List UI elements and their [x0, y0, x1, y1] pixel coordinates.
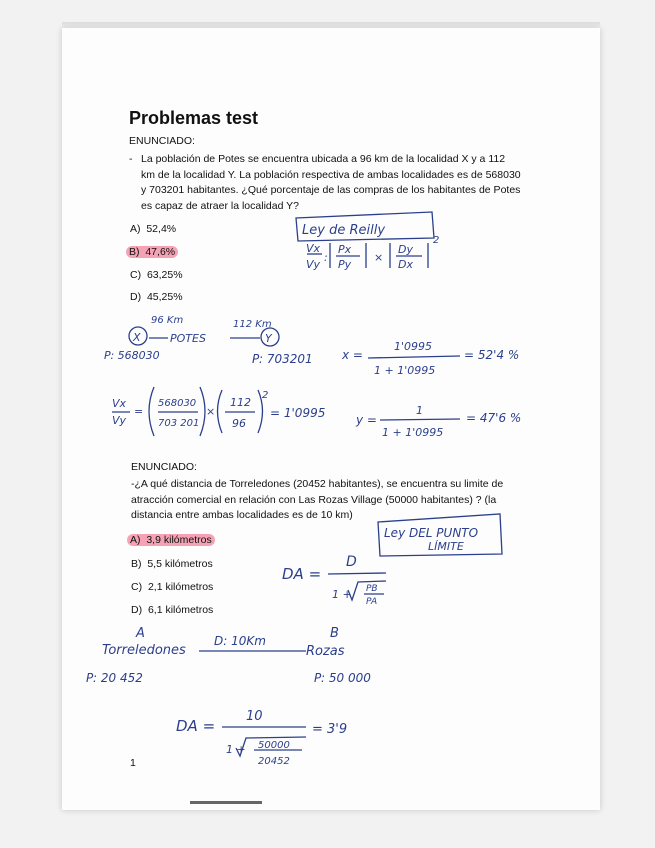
option-letter: D) — [131, 604, 143, 616]
option-letter: B) — [129, 246, 140, 258]
da-symbol: DA = — [282, 565, 322, 583]
node-x: X — [133, 331, 141, 344]
town-potes: POTES — [170, 332, 206, 345]
equals: : — [324, 251, 328, 264]
dist-y: 112 Km — [233, 319, 272, 330]
label-a: A — [136, 626, 145, 641]
option-text: 3,9 kilómetros — [146, 534, 212, 546]
option-text: 63,25% — [146, 269, 183, 281]
py-label: Py — [338, 258, 352, 271]
calc-num: 10 — [246, 709, 263, 724]
x-eq: x = — [342, 348, 363, 362]
times: × — [374, 251, 384, 264]
option-text: 52,4% — [146, 223, 177, 235]
dist-num: 112 — [230, 396, 251, 409]
vx-label: Vx — [306, 242, 321, 255]
label-b: B — [330, 626, 339, 641]
px-label: Px — [338, 243, 352, 256]
law-title: Ley de Reilly — [302, 223, 386, 238]
problem1-line: es capaz de atraer la localidad Y? — [141, 199, 299, 212]
problem1-line: La población de Potes se encuentra ubicada a 96 km de la localidad X y a 112 — [141, 153, 506, 165]
problem2-heading: ENUNCIADO: — [131, 461, 197, 473]
law2-title-2: LÍMITE — [428, 540, 464, 553]
option-text: 2,1 kilómetros — [147, 581, 214, 593]
page-title: Problemas test — [129, 108, 259, 128]
vy-label: Vy — [306, 258, 321, 271]
distance-label: D: 10Km — [214, 634, 266, 648]
option-text: 47,6% — [145, 246, 176, 258]
option-letter: D) — [130, 291, 142, 303]
problem1-heading: ENUNCIADO: — [129, 135, 195, 147]
x-result: = 52'4 % — [464, 348, 520, 362]
y-result: = 47'6 % — [466, 411, 522, 425]
calc-pb: 50000 — [258, 740, 290, 751]
pa: PA — [366, 597, 378, 607]
option-letter: C) — [130, 269, 142, 281]
calc-result: = 3'9 — [312, 722, 348, 737]
da-num: D — [346, 554, 357, 570]
problem2-line: -¿A qué distancia de Torreledones (20452 habitantes), se encuentra su limite de — [131, 478, 504, 490]
town-a: Torreledones — [102, 643, 186, 658]
option-text: 45,25% — [146, 291, 183, 303]
square2: 2 — [262, 390, 269, 401]
node-y: Y — [265, 332, 272, 345]
ratio-result: = 1'0995 — [270, 406, 326, 420]
square: 2 — [433, 235, 440, 246]
town-b: Rozas — [306, 644, 345, 659]
pop-b: P: 50 000 — [314, 671, 371, 685]
times2: × — [206, 405, 216, 418]
problem2-line: atracción comercial en relación con Las Rozas Village (50000 habitantes) ? (la — [131, 493, 497, 506]
option-letter: A) — [130, 223, 141, 235]
dx-label: Dx — [398, 258, 413, 271]
law2-title-1: Ley DEL PUNTO — [384, 526, 479, 540]
dist-den: 96 — [232, 417, 246, 430]
bottom-mark — [190, 801, 262, 804]
option-text: 5,5 kilómetros — [147, 558, 213, 570]
pop-y: P: 703201 — [252, 352, 313, 366]
problem1-line: km de la localidad Y. La población respectiva de ambas localidades es de 568030 — [141, 168, 521, 181]
dy-label: Dy — [398, 243, 413, 256]
pop-x: P: 568030 — [104, 349, 160, 362]
option-letter: B) — [131, 558, 142, 570]
page-number: 1 — [130, 757, 136, 769]
pop-num: 568030 — [158, 398, 197, 409]
calc-pa: 20452 — [258, 756, 290, 767]
y-num: 1 — [416, 404, 423, 417]
pop-a: P: 20 452 — [86, 671, 143, 685]
one-plus: 1 + — [332, 588, 352, 601]
pb: PB — [366, 584, 378, 594]
vx2: Vx — [112, 397, 127, 410]
problem1-bullet: - — [129, 153, 133, 165]
x-den: 1 + 1'0995 — [374, 364, 436, 377]
da-symbol-2: DA = — [176, 717, 216, 735]
y-den: 1 + 1'0995 — [382, 426, 444, 439]
problem1-line: y 703201 habitantes. ¿Qué porcentaje de las compras de los habitantes de Potes — [141, 184, 521, 196]
one-plus-2: 1 + — [226, 743, 246, 756]
eq2: = — [134, 405, 144, 418]
vy2: Vy — [112, 414, 127, 427]
option-letter: C) — [131, 581, 143, 593]
dist-x: 96 Km — [151, 315, 184, 326]
y-eq: y = — [356, 413, 377, 427]
x-num: 1'0995 — [394, 340, 433, 353]
pop-den: 703 201 — [158, 418, 200, 429]
problem2-line: distancia entre ambas localidades es de 10 km) — [131, 509, 353, 521]
option-letter: A) — [130, 534, 141, 546]
option-text: 6,1 kilómetros — [147, 604, 214, 616]
